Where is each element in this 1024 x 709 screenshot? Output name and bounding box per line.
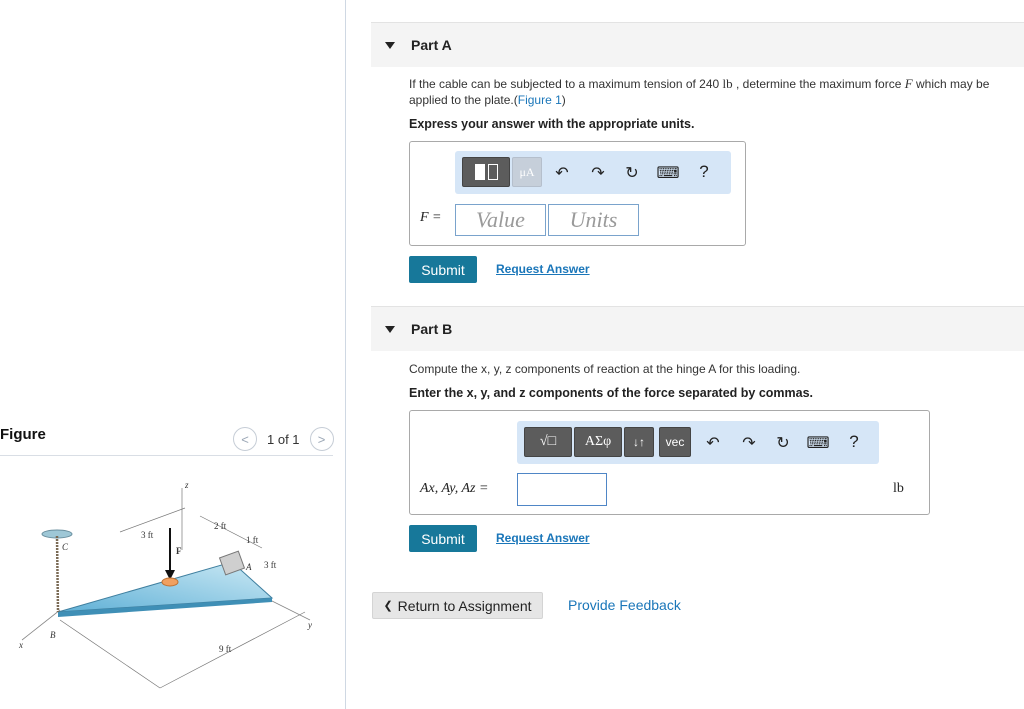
label-3ft-right: 3 ft (264, 560, 277, 570)
dim-line-bottom (160, 612, 305, 688)
part-b-answer-box (409, 410, 930, 515)
label-2ft: 2 ft (214, 521, 227, 531)
figure-count: 1 of 1 (267, 431, 300, 447)
vector-button[interactable]: vec (659, 427, 691, 457)
prev-figure-button[interactable] (233, 427, 257, 451)
part-b-toolbar (517, 421, 879, 464)
units-input[interactable]: Units (548, 204, 639, 236)
collapse-triangle-icon (385, 326, 395, 333)
units-mu-button[interactable]: μA (512, 157, 542, 187)
keyboard-icon[interactable]: ⌨ (656, 165, 680, 182)
provide-feedback-link[interactable]: Provide Feedback (568, 597, 681, 613)
undo-icon[interactable]: ↶ (706, 435, 720, 452)
part-b-var-label: Ax, Ay, Az = (420, 481, 489, 496)
label-a: A (246, 562, 252, 572)
return-to-assignment-button[interactable] (372, 592, 543, 619)
dim-line-base (60, 620, 160, 688)
templates-button[interactable] (462, 157, 510, 187)
dim-line-left (120, 508, 185, 532)
y-axis (270, 600, 310, 620)
label-f: F (176, 546, 182, 556)
sqrt-template-button[interactable]: √□ (524, 427, 572, 457)
return-label: Return to Assignment (397, 597, 532, 614)
label-3ft-left: 3 ft (141, 530, 154, 540)
arrows-button[interactable]: ↓↑ (624, 427, 654, 457)
redo-icon[interactable]: ↷ (742, 435, 756, 452)
greek-symbols-button[interactable]: ΑΣφ (574, 427, 622, 457)
figure-link[interactable]: Figure 1 (517, 93, 562, 107)
part-b-submit-button[interactable]: Submit (409, 525, 477, 552)
keyboard-icon[interactable]: ⌨ (806, 435, 830, 452)
figure-diagram (0, 470, 340, 709)
part-a-header[interactable] (371, 22, 1024, 67)
part-b-header[interactable] (371, 306, 1024, 351)
reset-icon[interactable]: ↻ (776, 435, 790, 452)
chevron-right-icon: > (317, 431, 326, 447)
help-icon[interactable]: ? (849, 432, 859, 451)
label-c: C (62, 542, 69, 552)
label-y: y (308, 620, 312, 630)
part-a-request-answer-link[interactable]: Request Answer (496, 262, 590, 276)
part-b-instruction: Enter the x, y, and z components of the force separated by commas. (409, 386, 814, 400)
chevron-left-icon: ❮ (383, 600, 393, 612)
figure-title: Figure (0, 426, 46, 443)
help-icon[interactable]: ? (699, 162, 709, 181)
chevron-left-icon: < (241, 431, 249, 447)
template-icon (475, 164, 498, 180)
redo-icon[interactable]: ↷ (591, 165, 605, 182)
part-b-unit: lb (893, 481, 904, 496)
part-b-title: Part B (411, 321, 453, 337)
part-b-request-answer-link[interactable]: Request Answer (496, 531, 590, 545)
part-a-instruction: Express your answer with the appropriate units. (409, 117, 695, 131)
next-figure-button[interactable] (310, 427, 334, 451)
part-b-question: Compute the x, y, z components of reaction at the hinge A for this loading. (409, 362, 801, 376)
figure-divider (0, 455, 333, 456)
part-a-var-label: F = (420, 210, 442, 225)
part-a-submit-button[interactable]: Submit (409, 256, 477, 283)
collapse-triangle-icon (385, 42, 395, 49)
force-pad (162, 578, 178, 586)
part-a-answer-box (409, 141, 746, 246)
panel-divider (345, 0, 346, 709)
part-a-title: Part A (411, 37, 452, 53)
label-z: z (185, 480, 189, 490)
label-9ft: 9 ft (219, 644, 232, 654)
figure-pager (233, 427, 334, 451)
cable (57, 536, 58, 612)
label-x: x (19, 640, 23, 650)
undo-icon[interactable]: ↶ (555, 165, 569, 182)
label-1ft: 1 ft (246, 535, 259, 545)
value-input[interactable]: Value (455, 204, 546, 236)
part-a-question: If the cable can be subjected to a maximum tension of 240 lb , determine the maximum force F which may be applied to the plate.(Figure 1) (409, 76, 990, 107)
reset-icon[interactable]: ↻ (625, 165, 639, 182)
label-b: B (50, 630, 56, 640)
part-a-toolbar (455, 151, 731, 194)
components-input[interactable] (517, 473, 607, 506)
